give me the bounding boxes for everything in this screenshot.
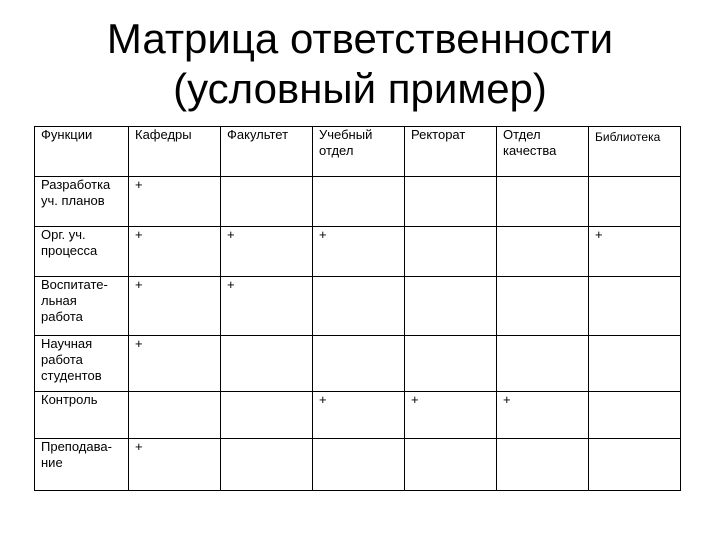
matrix-cell	[221, 177, 313, 227]
slide-title	[0, 14, 720, 114]
matrix-cell: +	[129, 277, 221, 336]
matrix-cell	[221, 336, 313, 392]
row-function-label: Разработка уч. планов	[35, 177, 129, 227]
matrix-cell: +	[221, 277, 313, 336]
matrix-cell	[589, 277, 681, 336]
matrix-cell	[405, 277, 497, 336]
row-function-label: Преподава-ние	[35, 439, 129, 491]
table-row	[35, 439, 681, 491]
header-cell-faculty: Факультет	[221, 127, 313, 177]
header-cell-quality-department: Отдел качества	[497, 127, 589, 177]
matrix-cell	[405, 227, 497, 277]
header-cell-rectorate: Ректорат	[405, 127, 497, 177]
matrix-cell: +	[497, 392, 589, 439]
row-function-label: Контроль	[35, 392, 129, 439]
header-cell-departments: Кафедры	[129, 127, 221, 177]
matrix-cell: +	[313, 227, 405, 277]
matrix-cell	[313, 177, 405, 227]
responsibility-matrix-table	[34, 126, 681, 491]
header-cell-academic-office: Учебный отдел	[313, 127, 405, 177]
table-row	[35, 277, 681, 336]
slide-title-line-1: Матрица ответственности	[106, 15, 614, 62]
matrix-cell	[129, 392, 221, 439]
matrix-cell	[589, 392, 681, 439]
matrix-cell	[497, 439, 589, 491]
matrix-cell: +	[129, 227, 221, 277]
header-cell-functions: Функции	[35, 127, 129, 177]
matrix-cell	[221, 439, 313, 491]
table-row	[35, 227, 681, 277]
row-function-label: Орг. уч. процесса	[35, 227, 129, 277]
matrix-cell	[497, 277, 589, 336]
matrix-cell	[313, 336, 405, 392]
matrix-cell: +	[589, 227, 681, 277]
matrix-cell	[221, 392, 313, 439]
matrix-cell: +	[129, 336, 221, 392]
slide-title-line-2: (условный пример)	[173, 65, 547, 112]
matrix-cell	[405, 439, 497, 491]
matrix-cell	[589, 439, 681, 491]
matrix-cell	[589, 336, 681, 392]
row-function-label: Научная работа студентов	[35, 336, 129, 392]
table-row	[35, 392, 681, 439]
matrix-cell	[497, 177, 589, 227]
table-row	[35, 336, 681, 392]
header-cell-library: Библиотека	[589, 127, 681, 177]
header-row	[35, 127, 681, 177]
matrix-cell	[497, 227, 589, 277]
matrix-cell	[405, 336, 497, 392]
matrix-cell	[313, 277, 405, 336]
matrix-cell: +	[313, 392, 405, 439]
matrix-cell: +	[129, 439, 221, 491]
matrix-cell	[405, 177, 497, 227]
matrix-cell	[589, 177, 681, 227]
row-function-label: Воспитате-льная работа	[35, 277, 129, 336]
matrix-cell: +	[405, 392, 497, 439]
matrix-cell: +	[129, 177, 221, 227]
matrix-cell	[497, 336, 589, 392]
matrix-cell: +	[221, 227, 313, 277]
matrix-cell	[313, 439, 405, 491]
table-row	[35, 177, 681, 227]
